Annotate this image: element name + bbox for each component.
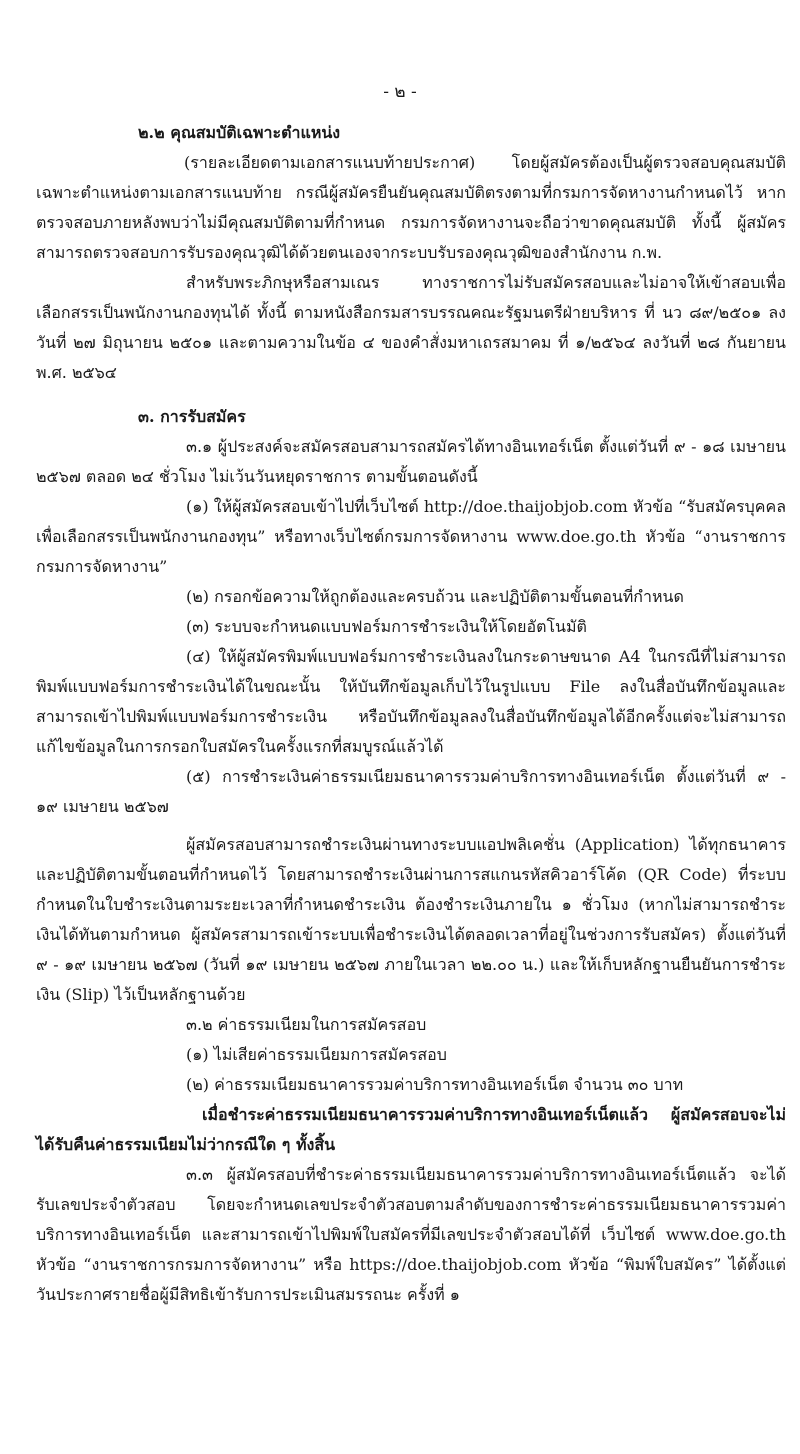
step-1-paragraph: (๑) ให้ผู้สมัครสอบเข้าไปที่เว็บไซต์ http://doe.thaijobjob.com หัวข้อ “รับสมัครบุคคลเพื่อเลือกสรรเป็นพนักงานกองทุน” หรือทางเว็บไซต์กรมการจัดหางาน www.doe.go.th หัวข้อ “งานราชการกรมการจัดหางาน” [36,497,786,576]
page-number: - ๒ - [383,82,417,102]
section-3-1-paragraph: ๓.๑ ผู้ประสงค์จะสมัครสอบสามารถสมัครได้ทางอินเทอร์เน็ต ตั้งแต่วันที่ ๙ - ๑๘ เมษายน ๒๕๖๗ ตลอด ๒๔ ชั่วโมง ไม่เว้นวันหยุดราชการ ตามขั้นตอนดังนี้ [36,437,786,486]
fee-note-bold: เมื่อชำระค่าธรรมเนียมธนาคารรวมค่าบริการทางอินเทอร์เน็ตแล้ว ผู้สมัครสอบจะไม่ได้รับคืนค่าธรรมเนียมไม่ว่ากรณีใด ๆ ทั้งสิ้น [36,1105,786,1154]
section-2-2-heading: ๒.๒ คุณสมบัติเฉพาะตำแหน่ง [138,123,341,142]
step-5-paragraph: (๕) การชำระเงินค่าธรรมเนียมธนาคารรวมค่าบริการทางอินเทอร์เน็ต ตั้งแต่วันที่ ๙ - ๑๙ เมษายน ๒๕๖๗ [36,767,786,816]
fee-item-1: (๑) ไม่เสียค่าธรรมเนียมการสมัครสอบ [186,1045,447,1064]
section-3-heading: ๓. การรับสมัคร [138,407,246,426]
step-3-paragraph: (๓) ระบบจะกำหนดแบบฟอร์มการชำระเงินให้โดยอัตโนมัติ [186,617,587,636]
step-2-paragraph: (๒) กรอกข้อความให้ถูกต้องและครบถ้วน และปฏิบัติตามขั้นตอนที่กำหนด [186,587,684,606]
step-4-paragraph: (๔) ให้ผู้สมัครพิมพ์แบบฟอร์มการชำระเงินลงในกระดาษขนาด A4 ในกรณีที่ไม่สามารถพิมพ์แบบฟอร์มการชำระเงินได้ในขณะนั้น ให้บันทึกข้อมูลเก็บไว้ในรูปแบบ File ลงในสื่อบันทึกข้อมูลและสามารถเข้าไปพิมพ์แบบฟอร์มการชำระเงิน หรือบันทึกข้อมูลลงในสื่อบันทึกข้อมูลได้อีกครั้งแต่จะไม่สามารถแก้ไขข้อมูลในการกรอกใบสมัครในครั้งแรกที่สมบูรณ์แล้วได้ [36,647,786,756]
section-3-2-heading: ๓.๒ ค่าธรรมเนียมในการสมัครสอบ [186,1015,427,1034]
section-2-2-paragraph-2: สำหรับพระภิกษุหรือสามเณร ทางราชการไม่รับสมัครสอบและไม่อาจให้เข้าสอบเพื่อเลือกสรรเป็นพนักงานกองทุนได้ ทั้งนี้ ตามหนังสือกรมสารบรรณคณะรัฐมนตรีฝ่ายบริหาร ที่ นว ๘๙/๒๕๐๑ ลงวันที่ ๒๗ มิถุนายน ๒๕๐๑ และตามความในข้อ ๔ ของคำสั่งมหาเถรสมาคม ที่ ๑/๒๕๖๔ ลงวันที่ ๒๘ กันยายน พ.ศ. ๒๕๖๔ [36,273,786,382]
fee-item-2: (๒) ค่าธรรมเนียมธนาคารรวมค่าบริการทางอินเทอร์เน็ต จำนวน ๓๐ บาท [186,1075,684,1094]
section-3-3-paragraph: ๓.๓ ผู้สมัครสอบที่ชำระค่าธรรมเนียมธนาคารรวมค่าบริการทางอินเทอร์เน็ตแล้ว จะได้รับเลขประจำตัวสอบ โดยจะกำหนดเลขประจำตัวสอบตามลำดับของการชำระค่าธรรมเนียมธนาคารรวมค่าบริการทางอินเทอร์เน็ต และสามารถเข้าไปพิมพ์ใบสมัครที่มีเลขประจำตัวสอบได้ที่ เว็บไซต์ www.doe.go.th หัวข้อ “งานราชการกรมการจัดหางาน” หรือ https://doe.thaijobjob.com หัวข้อ “พิมพ์ใบสมัคร” ได้ตั้งแต่วันประกาศรายชื่อผู้มีสิทธิเข้ารับการประเมินสมรรถนะ ครั้งที่ ๑ [36,1165,786,1304]
document-body [36,118,786,1310]
section-2-2-paragraph-1: (รายละเอียดตามเอกสารแนบท้ายประกาศ) โดยผู้สมัครต้องเป็นผู้ตรวจสอบคุณสมบัติเฉพาะตำแหน่งตามเอกสารแนบท้าย กรณีผู้สมัครยืนยันคุณสมบัติตรงตามที่กรมการจัดหางานกำหนดไว้ หากตรวจสอบภายหลังพบว่าไม่มีคุณสมบัติตามที่กำหนด กรมการจัดหางานจะถือว่าขาดคุณสมบัติ ทั้งนี้ ผู้สมัครสามารถตรวจสอบการรับรองคุณวุฒิได้ด้วยตนเองจากระบบรับรองคุณวุฒิของสำนักงาน ก.พ. [36,153,786,262]
payment-paragraph: ผู้สมัครสอบสามารถชำระเงินผ่านทางระบบแอปพลิเคชั่น (Application) ได้ทุกธนาคาร และปฏิบัติตามขั้นตอนที่กำหนดไว้ โดยสามารถชำระเงินผ่านการสแกนรหัสคิวอาร์โค้ด (QR Code) ที่ระบบกำหนดในใบชำระเงินตามระยะเวลาที่กำหนดชำระเงิน ต้องชำระเงินภายใน ๑ ชั่วโมง (หากไม่สามารถชำระเงินได้ทันตามกำหนด ผู้สมัครสามารถเข้าระบบเพื่อชำระเงินได้ตลอดเวลาที่อยู่ในช่วงการรับสมัคร) ตั้งแต่วันที่ ๙ - ๑๙ เมษายน ๒๕๖๗ (วันที่ ๑๙ เมษายน ๒๕๖๗ ภายในเวลา ๒๒.๐๐ น.) และให้เก็บหลักฐานยืนยันการชำระเงิน (Slip) ไว้เป็นหลักฐานด้วย [36,835,786,1004]
